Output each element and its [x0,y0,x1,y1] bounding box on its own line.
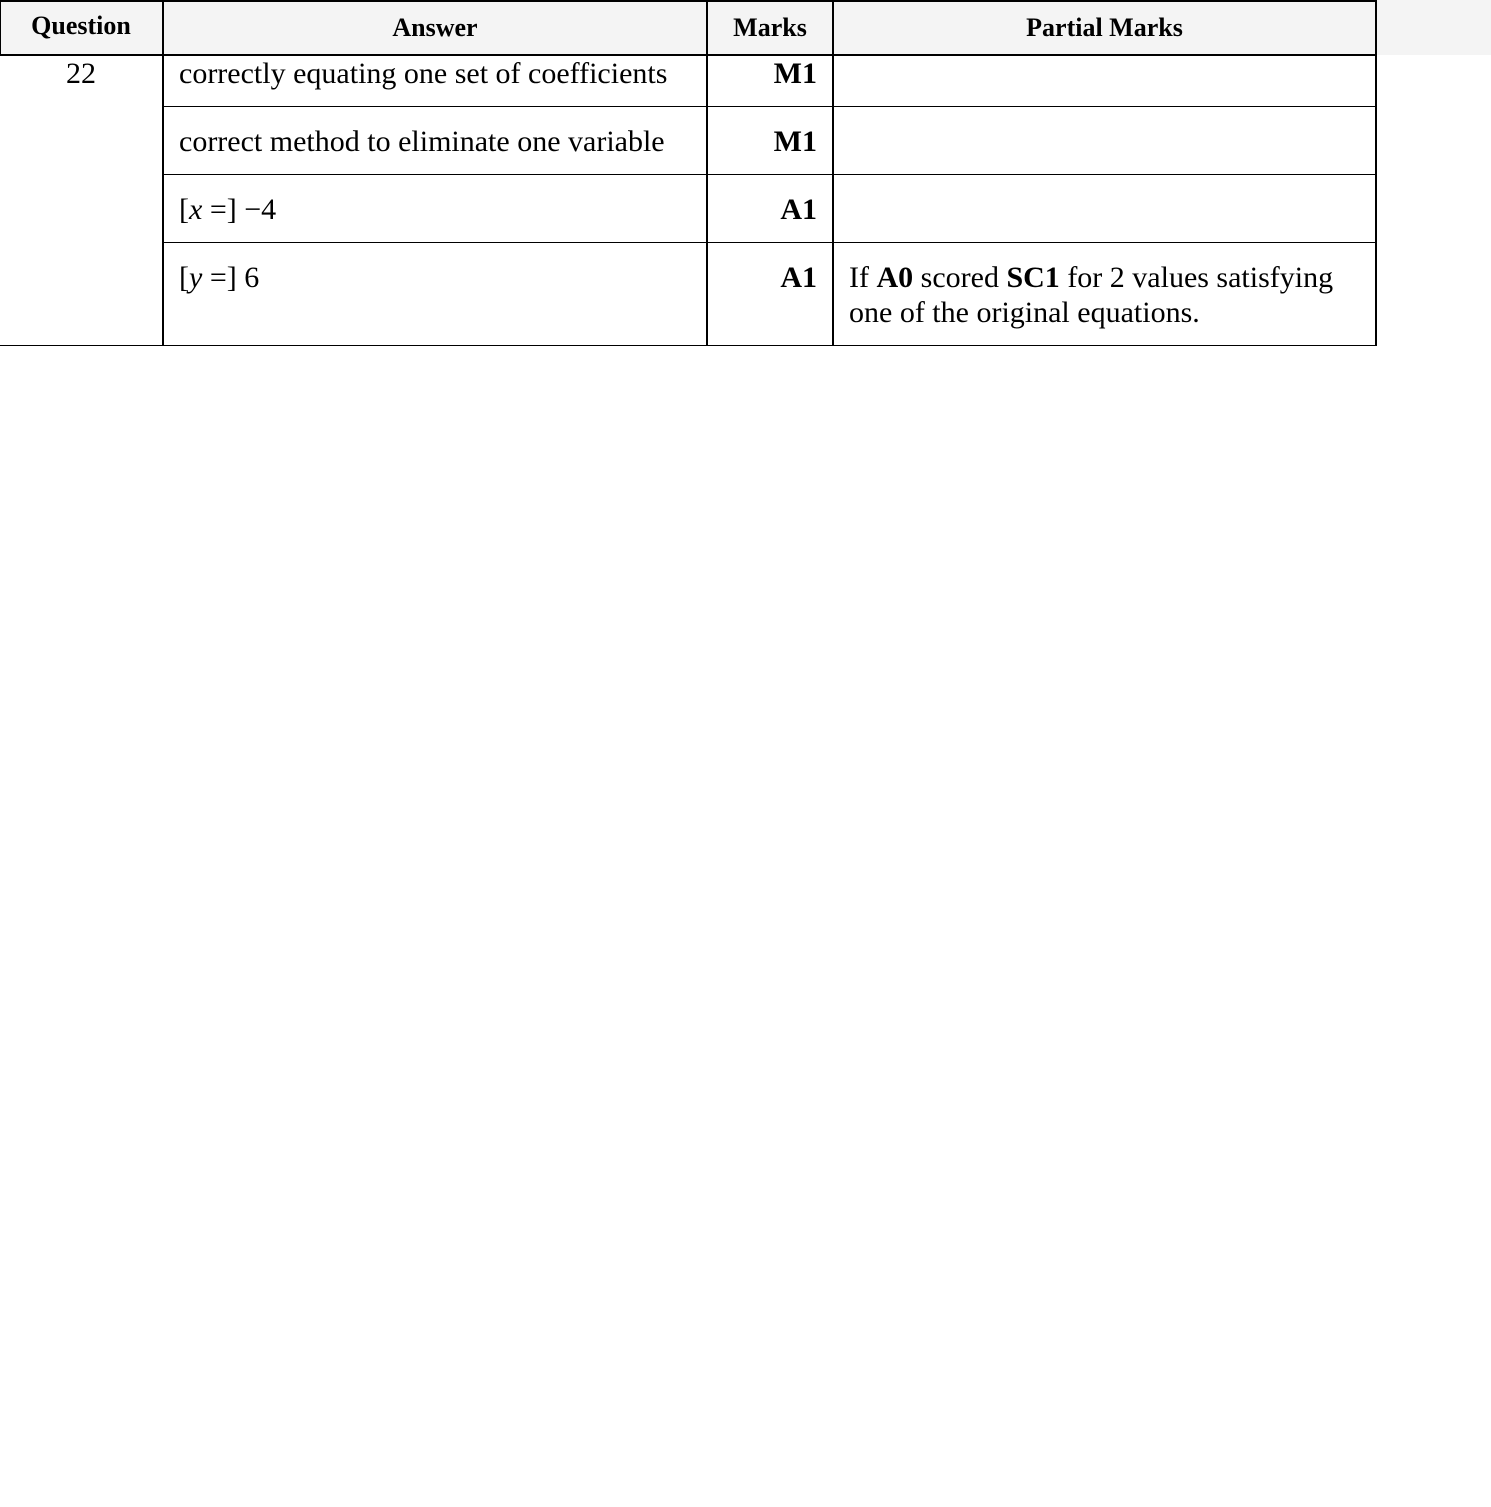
answer-row-4 [179,260,704,295]
header-marks: Marks [733,13,807,42]
row2-bottom-border [163,174,1376,175]
table-top-border [0,0,1376,2]
header-partial-marks: Partial Marks [1026,13,1183,42]
answer-row-3 [179,192,704,227]
header-question: Question [31,11,131,40]
table-bottom-border [0,345,1377,346]
col-divider-3 [832,0,834,346]
mark-row-3: A1 [780,193,817,226]
partial-row-4-code-sc1: SC1 [1006,261,1060,294]
row3-bottom-border [163,242,1376,243]
answer-row-2: correct method to eliminate one variable [179,125,665,158]
partial-row-4-text-1: If [849,261,877,294]
row1-bottom-border [163,106,1376,107]
question-number: 22 [66,57,96,90]
partial-row-4-text-2: scored [913,261,1007,294]
answer-row-4-value: =] 6 [202,261,260,294]
table-right-border [1375,0,1377,346]
partial-row-4-code-a0: A0 [876,261,914,294]
answer-row-4-variable: y [189,261,203,294]
answer-row-3-variable: x [189,193,203,226]
partial-row-4-text-3: for 2 values satisfying one of the original equations. [849,261,1334,329]
partial-row-4 [849,260,1364,330]
col-divider-1 [162,0,164,346]
answer-row-1: correctly equating one set of coefficients [179,57,668,90]
answer-row-3-value: =] −4 [202,193,277,226]
mark-row-4: A1 [780,261,817,294]
mark-row-2: M1 [773,125,817,158]
answer-row-3-open: [ [179,193,189,226]
mark-row-1: M1 [773,57,817,90]
header-answer: Answer [392,13,478,42]
answer-row-4-open: [ [179,261,189,294]
